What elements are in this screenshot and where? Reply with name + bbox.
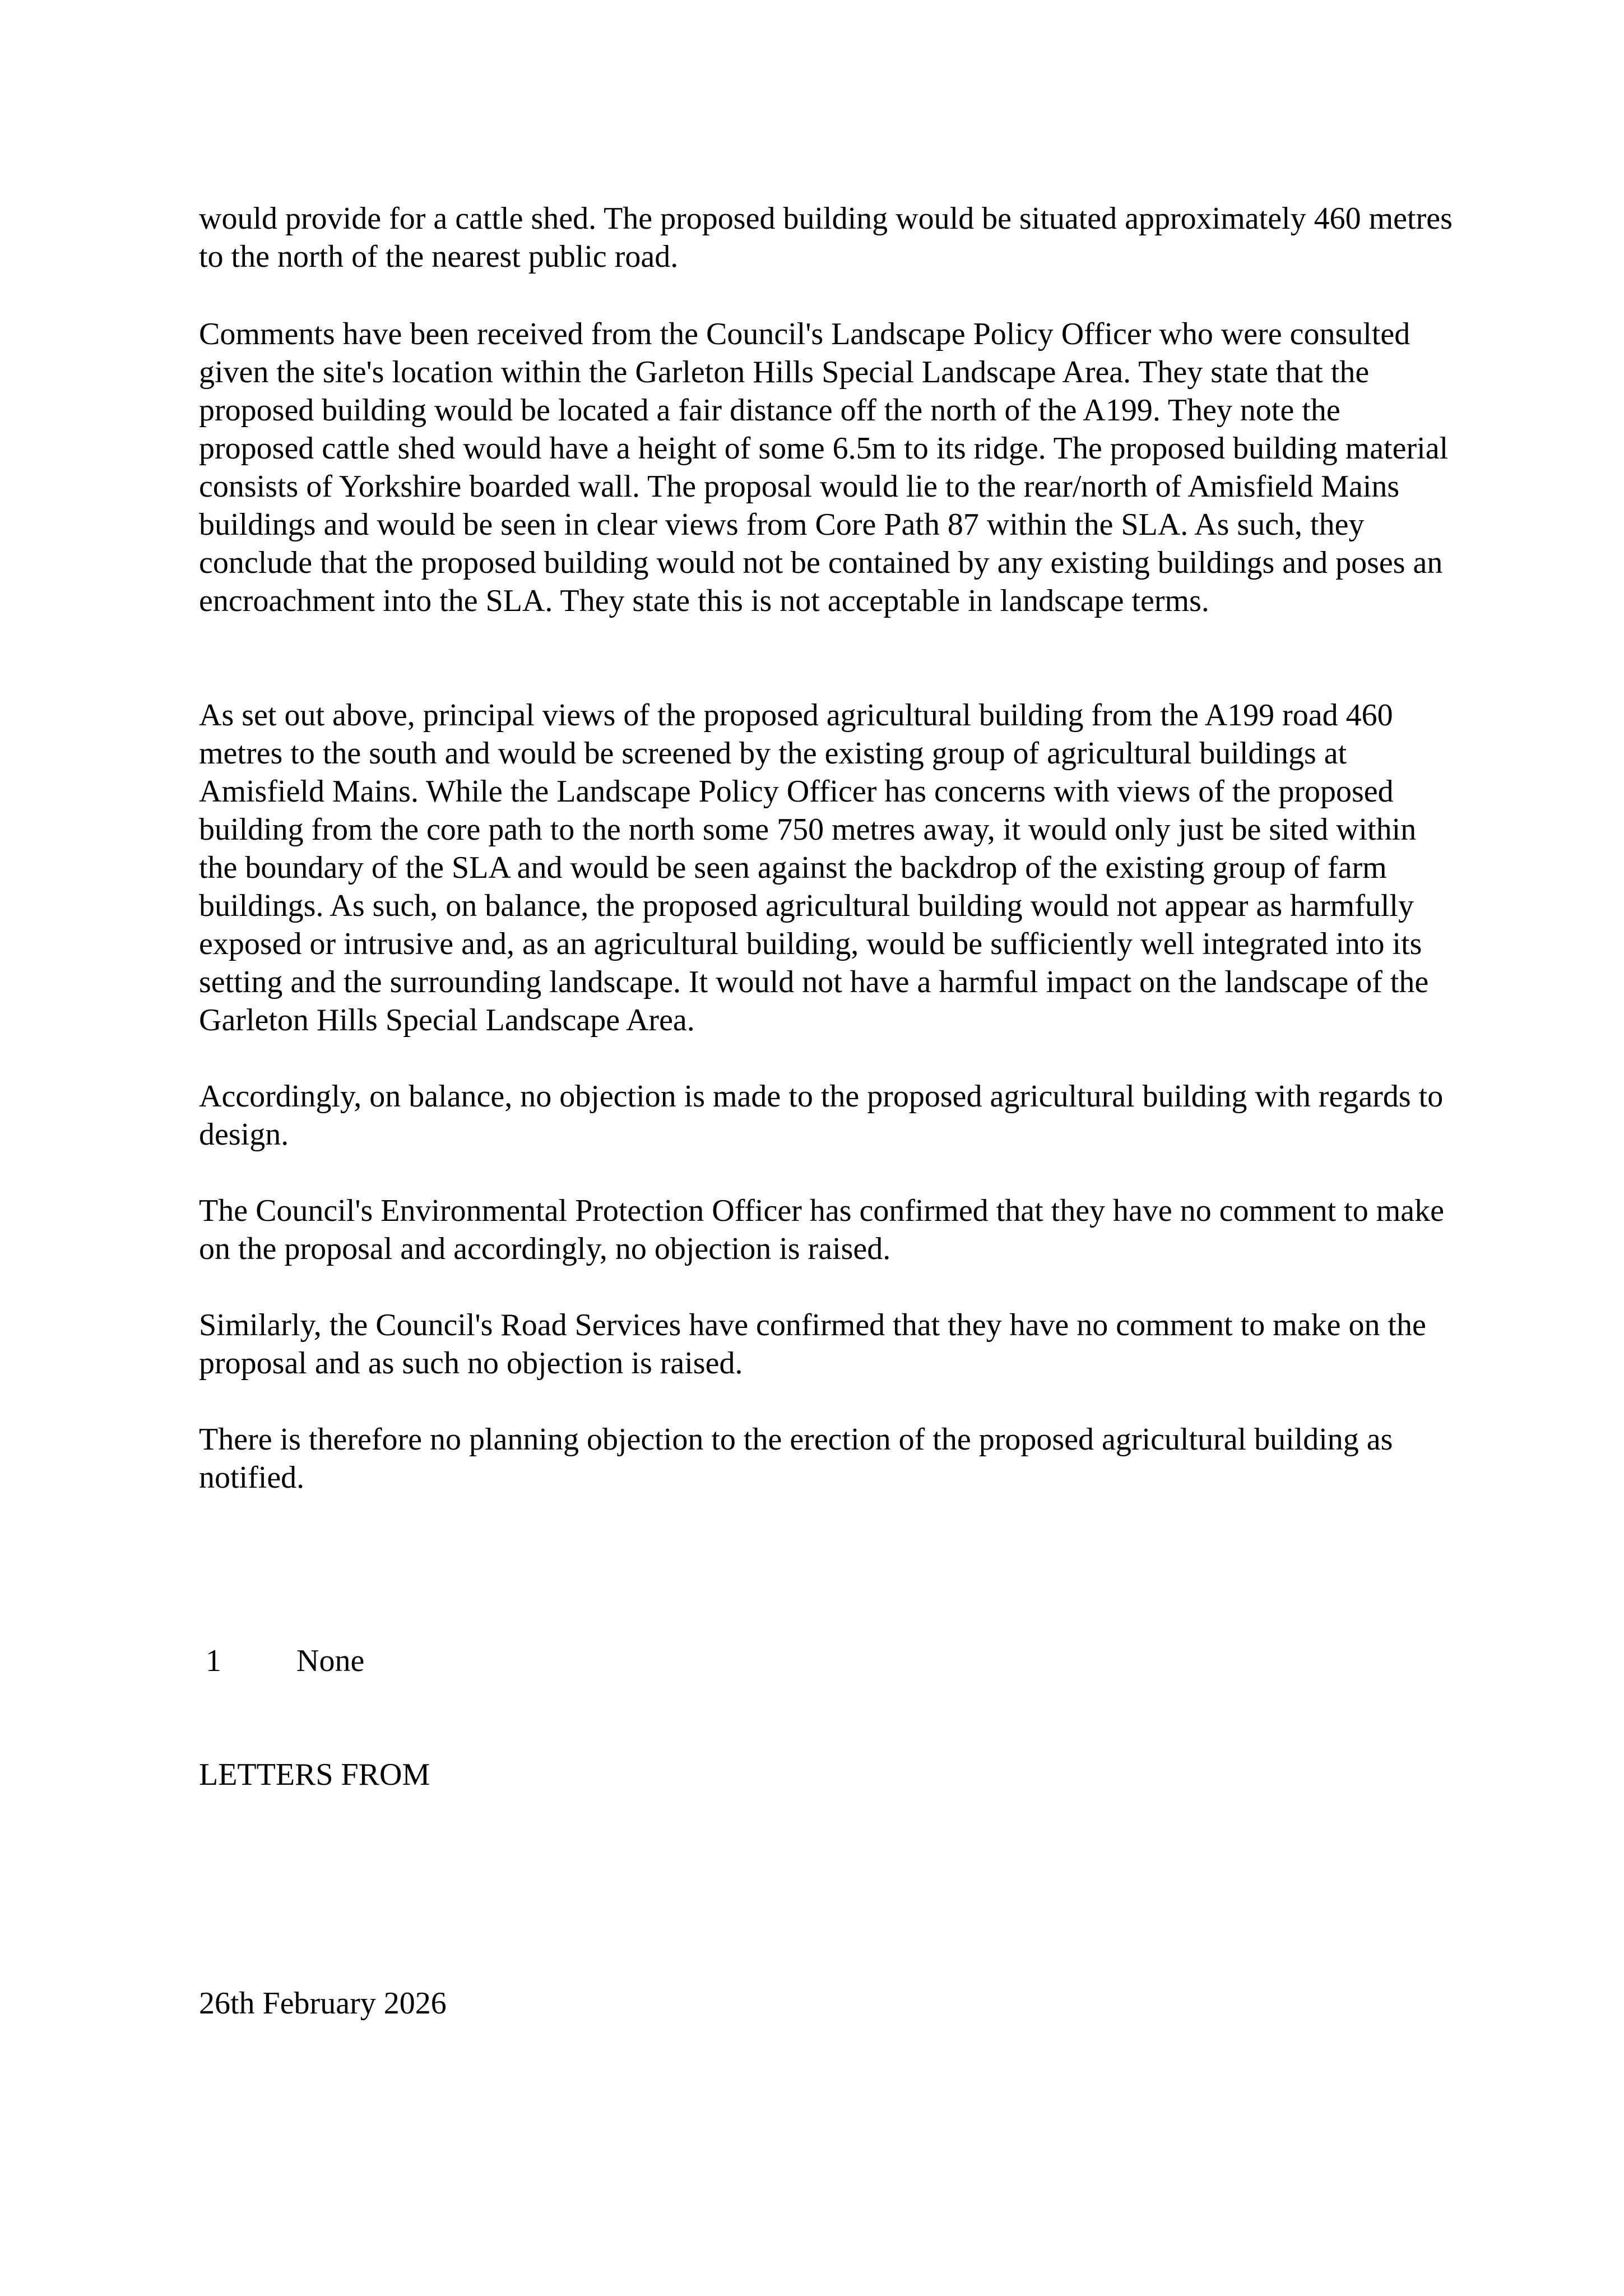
condition-text: None: [296, 1644, 365, 1678]
paragraph-planning-conclusion: There is therefore no planning objection to the erection of the proposed agricultural building as notified.: [199, 1422, 1393, 1495]
paragraph-design-conclusion: Accordingly, on balance, no objection is made to the proposed agricultural building with regards to design.: [199, 1079, 1444, 1152]
paragraph-road-services: Similarly, the Council's Road Services have confirmed that they have no comment to make on the proposal and as such no objection is raised.: [199, 1308, 1426, 1381]
letters-from-heading: LETTERS FROM: [199, 1757, 430, 1792]
paragraph-landscape-officer-comments: Comments have been received from the Council's Landscape Policy Officer who were consulted given the site's location within the Garleton Hills Special Landscape Area. They state that the proposed building would be located a fair distance off the north of the A199. They note the proposed cattle shed would have a height of some 6.5m to its ridge. The proposed building material consists of Yorkshire boarded wall. The proposal would lie to the rear/north of Amisfield Mains buildings and would be seen in clear views from Core Path 87 within the SLA. As such, they conclude that the proposed building would not be contained by any existing buildings and poses an encroachment into the SLA. They state this is not acceptable in landscape terms.: [199, 317, 1449, 618]
paragraph-principal-views: As set out above, principal views of the proposed agricultural building from the A199 road 460 metres to the south and would be screened by the existing group of agricultural buildings at Amisfield Mains. While the Landscape Policy Officer has concerns with views of the proposed building from the core path to the north some 750 metres away, it would only just be sited within the boundary of the SLA and would be seen against the backdrop of the existing group of farm buildings. As such, on balance, the proposed agricultural building would not appear as harmfully exposed or intrusive and, as an agricultural building, would be sufficiently well integrated into its setting and the surrounding landscape. It would not have a harmful impact on the landscape of the Garleton Hills Special Landscape Area.: [199, 698, 1429, 1038]
report-date: 26th February 2026: [199, 1986, 447, 2021]
condition-number: 1: [206, 1644, 221, 1678]
paragraph-environmental-protection: The Council's Environmental Protection Officer has confirmed that they have no comment to make on the proposal and accordingly, no objection is raised.: [199, 1193, 1444, 1266]
paragraph-cattle-shed: would provide for a cattle shed. The proposed building would be situated approximately 460 metres to the north of the nearest public road.: [199, 201, 1453, 274]
